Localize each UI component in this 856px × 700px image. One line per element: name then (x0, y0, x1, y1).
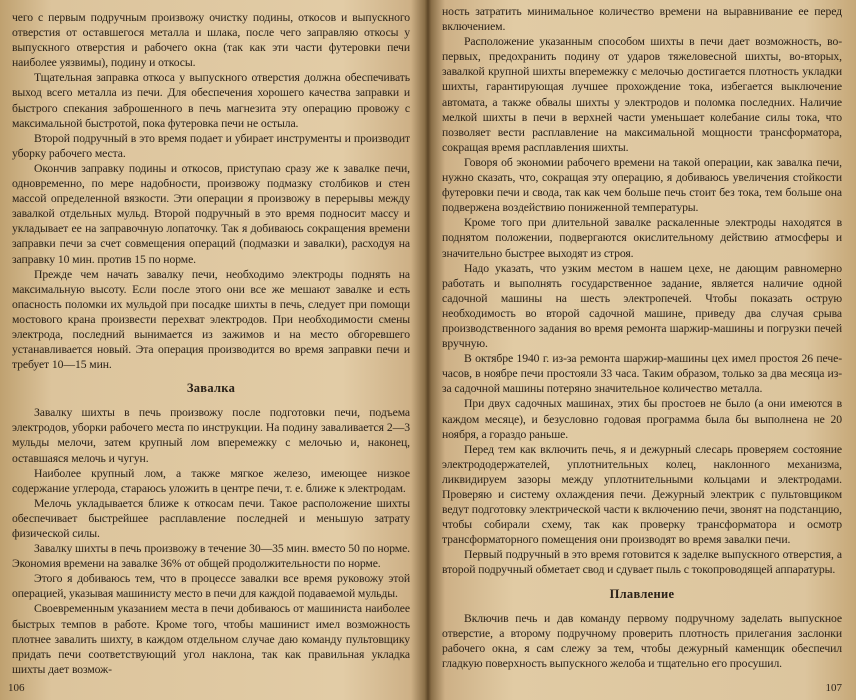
paragraph: Мелочь укладывается ближе к откосам печи. Такое расположение шихты обеспечивает быстрейшее расплавление последней и меньшую затрату физической силы. (12, 496, 410, 540)
paragraph: Расположение указанным способом шихты в печи дает возможность, во-первых, предохранить подину от ударов тяжеловесной шихты, во-вторых, завалкой крупной шихты вперемежку с мелочью достигается плотность укладки шихты, гарантирующая лучшее прохождение тока, избегается выключение автомата, а также обвалы шихты у электродов и поломка последних. Наличие мелкой шихты в печи в верхней части уменьшает колебание силы тока, что позволяет вести расплавление на максимальной мощности трансформатора, сокращая время расплавления шихты. (442, 35, 842, 154)
page-number-right: 107 (825, 682, 842, 694)
paragraph: В октябре 1940 г. из-за ремонта шаржир-машины цех имел простоя 26 пече-часов, в ноябре печи простояли 33 часа. Таким образом, только за два месяца из-за садочной машины потеряно значительное количество металла. (442, 352, 842, 396)
section-heading-zavalka: Завалка (186, 381, 236, 396)
paragraph: Второй подручный в это время подает и убирает инструменты и производит уборку рабочего места. (12, 131, 410, 160)
paragraph: Своевременным указанием места в печи добиваюсь от машиниста наиболее быстрых темпов в работе. Кроме того, чтобы машинист имел возможность плотнее завалить шихту, в каждом отдельном случае даю команду пультовщику придать печи соответствующий угол наклона, так как правильная укладка шихты дает возмож- (12, 602, 410, 676)
paragraph: Наиболее крупный лом, а также мягкое железо, имеющее низкое содержание углерода, стараюсь уложить в центре печи, т. е. ближе к электродам. (12, 466, 410, 495)
paragraph: чего с первым подручным произвожу очистку подины, откосов и выпускного отверстия от оставшегося металла и шлака, после чего заправляю откосы у выпускного отверстия и рабочего окна (так как эти части футеровки печи наиболее уязвимы), подину и откосы. (12, 11, 410, 70)
paragraph: Включив печь и дав команду первому подручному заделать выпускное отверстие, а второму подручному проверить плотность прилегания заслонки рабочего окна, я сам слежу за тем, чтобы дежурный каменщик обеспечил гладкую поверхность выпускного желоба и тщательно его просушил. (442, 611, 842, 670)
right-page (430, 0, 856, 700)
paragraph: Тщательная заправка откоса у выпускного отверстия должна обеспечивать выход всего металла из печи. Для обеспечения хорошего качества заправки и быстрого спекания заброшенного в печь магнезита эту операцию провожу с максимальной быстротой, пока футеровка печи не остыла. (12, 71, 410, 130)
paragraph: Первый подручный в это время готовится к заделке выпускного отверстия, а второй подручный обметает свод и сдувает пыль с токопроводящей аппаратуры. (442, 548, 842, 577)
paragraph: Перед тем как включить печь, я и дежурный слесарь проверяем состояние электрододержателей, уплотнительных колец, наклонного механизма, ликвидируем зазоры между уплотнительными кольцами и электродами. Проверяю и систему охлаждения печи. Дежурный электрик с пультовщиком ведут подготовку электрической части к включению печи, звонят на подстанцию, чтобы собирали схему, так как проверку трансформатора и осмотр трансформаторного помещения они производят во время завалки печи. (442, 442, 842, 547)
left-page (0, 0, 424, 700)
section-heading-plavlenie: Плавление (609, 586, 675, 601)
paragraph: При двух садочных машинах, этих бы простоев не было (а они имеются в каждом месяце), и безусловно годовая программа была бы выполнена не 20 ноября, а гораздо раньше. (442, 397, 842, 441)
paragraph: Кроме того при длительной завалке раскаленные электроды находятся в поднятом положении, подвергаются окислительному действию атмосферы и значительно быстрее выходят из строя. (442, 216, 842, 260)
paragraph: Этого я добиваюсь тем, что в процессе завалки все время руковожу этой операцией, указывая машинисту место в печи для каждой подаваемой мульды. (12, 572, 410, 601)
paragraph: Завалку шихты в печь произвожу после подготовки печи, подъема электродов, уборки рабочего места по инструкции. На подину заваливается 2—3 мульды мелочи, затем крупный лом вперемежку с мелочью и, наконец, оставшаяся мелочь и чугун. (12, 406, 410, 465)
page-number-left: 106 (8, 682, 25, 694)
paragraph: Надо указать, что узким местом в нашем цехе, не дающим равномерно работать и выполнять государственное задание, является наличие одной садочной машины на шесть электропечей. Чтобы показать острую необходимость во второй садочной машине, приведу два случая срыва производственного задания во время ремонта шаржир-машины и погрузки печей вручную. (442, 261, 842, 351)
paragraph: Завалку шихты в печь произвожу в течение 30—35 мин. вместо 50 по норме. Экономия времени на завалке 36% от общей продолжительности по норме. (12, 542, 410, 571)
paragraph: ность затратить минимальное количество времени на выравнивание ее перед включением. (442, 5, 842, 34)
paragraph: Прежде чем начать завалку печи, необходимо электроды поднять на максимальную высоту. Если после этого они все же мешают завалке и есть опасность поломки их мульдой при посадке шихты в печь, следует при помощи мостового крана произвести перехват электродов. При необходимости смены электрода, последний вынимается из зажимов и на место обгоревшего устанавливается новый. Эта операция производится во время заправки печи и требует 10—15 мин. (12, 267, 410, 372)
paragraph: Говоря об экономии рабочего времени на такой операции, как завалка печи, нужно сказать, что, сокращая эту операцию, я добиваюсь увеличения стойкости футеровки печи и свода, так как чем больше печь стоит без тока, тем больше она подвержена воздействию пониженной температуры. (442, 155, 842, 215)
paragraph: Окончив заправку подины и откосов, приступаю сразу же к завалке печи, одновременно, по мере надобности, произвожу подмазку столбиков и стен массой определенной вязкости. Эти операции я произвожу в перерывы между завалкой отдельных мульд. Второй подручный в это время подносит массу и укладывает ее на заправочную лопаточку. Так я добиваюсь сокращения времени заправки печи за счет совмещения операций (подмазки и завалки), расходуя на заправку 10 мин. против 15 по норме. (12, 161, 410, 266)
